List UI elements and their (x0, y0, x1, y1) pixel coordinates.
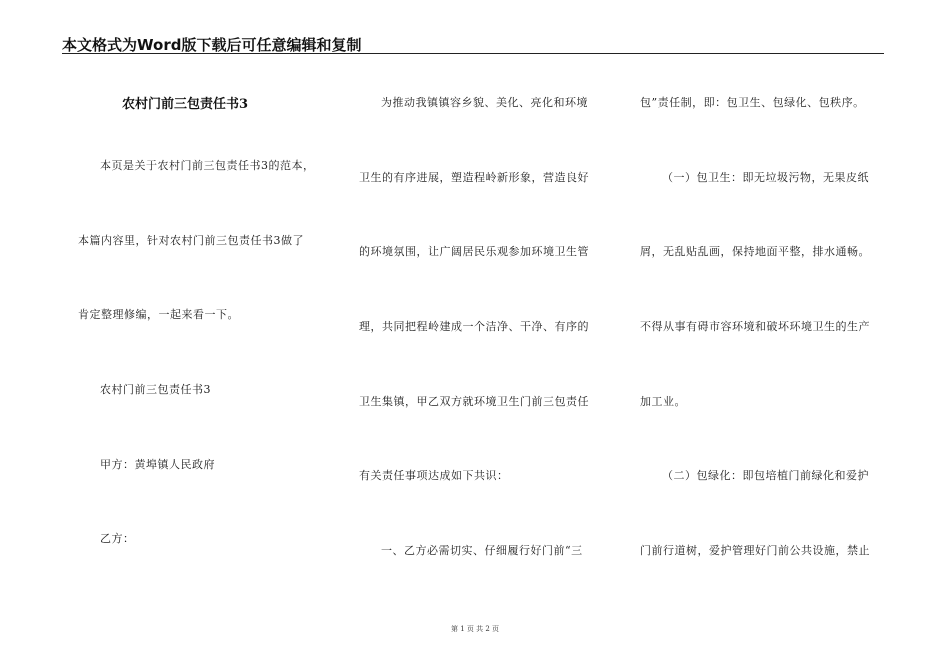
col3-line: 门前行道树，爱护管理好门前公共设施，禁止 (640, 544, 870, 557)
col3-line: 包”责任制，即：包卫生、包绿化、包秩序。 (640, 96, 865, 109)
col3-line: 屑，无乱贴乱画，保持地面平整，排水通畅。 (640, 245, 870, 258)
header-divider (62, 53, 884, 54)
document-title: 农村门前三包责任书3 (122, 97, 249, 112)
col2-line: 为推动我镇镇容乡貌、美化、亮化和环境 (381, 96, 588, 109)
col3-line: （二）包绿化：即包培植门前绿化和爱护 (662, 469, 869, 482)
col3-line: （一）包卫生：即无垃圾污物，无果皮纸 (662, 171, 869, 184)
col2-line: 一、乙方必需切实、仔细履行好门前“三 (381, 544, 583, 557)
col3-line: 加工业。 (640, 395, 686, 408)
col3-line: 不得从事有碍市容环境和破坏环境卫生的生产 (640, 320, 870, 333)
col1-line: 乙方： (100, 532, 135, 545)
document-header: 本文格式为Word版下载后可任意编辑和复制 (62, 36, 362, 54)
col1-line: 农村门前三包责任书3 (100, 383, 211, 396)
col2-line: 理，共同把程岭建成一个洁净、干净、有序的 (359, 320, 589, 333)
col1-line: 本篇内容里，针对农村门前三包责任书3做了 (78, 234, 304, 247)
page-number: 第 1 页 共 2 页 (450, 625, 500, 633)
col1-line: 甲方：黄埠镇人民政府 (100, 458, 215, 471)
col2-line: 卫生集镇，甲乙双方就环境卫生门前三包责任 (359, 395, 589, 408)
col2-line: 有关责任事项达成如下共识： (359, 469, 509, 482)
col1-line: 本页是关于农村门前三包责任书3的范本， (100, 159, 315, 172)
col2-line: 的环境氛围，让广阔居民乐观参加环境卫生管 (359, 245, 589, 258)
col2-line: 卫生的有序进展，塑造程岭新形象，营造良好 (359, 171, 589, 184)
col1-line: 肯定整理修编，一起来看一下。 (78, 308, 239, 321)
